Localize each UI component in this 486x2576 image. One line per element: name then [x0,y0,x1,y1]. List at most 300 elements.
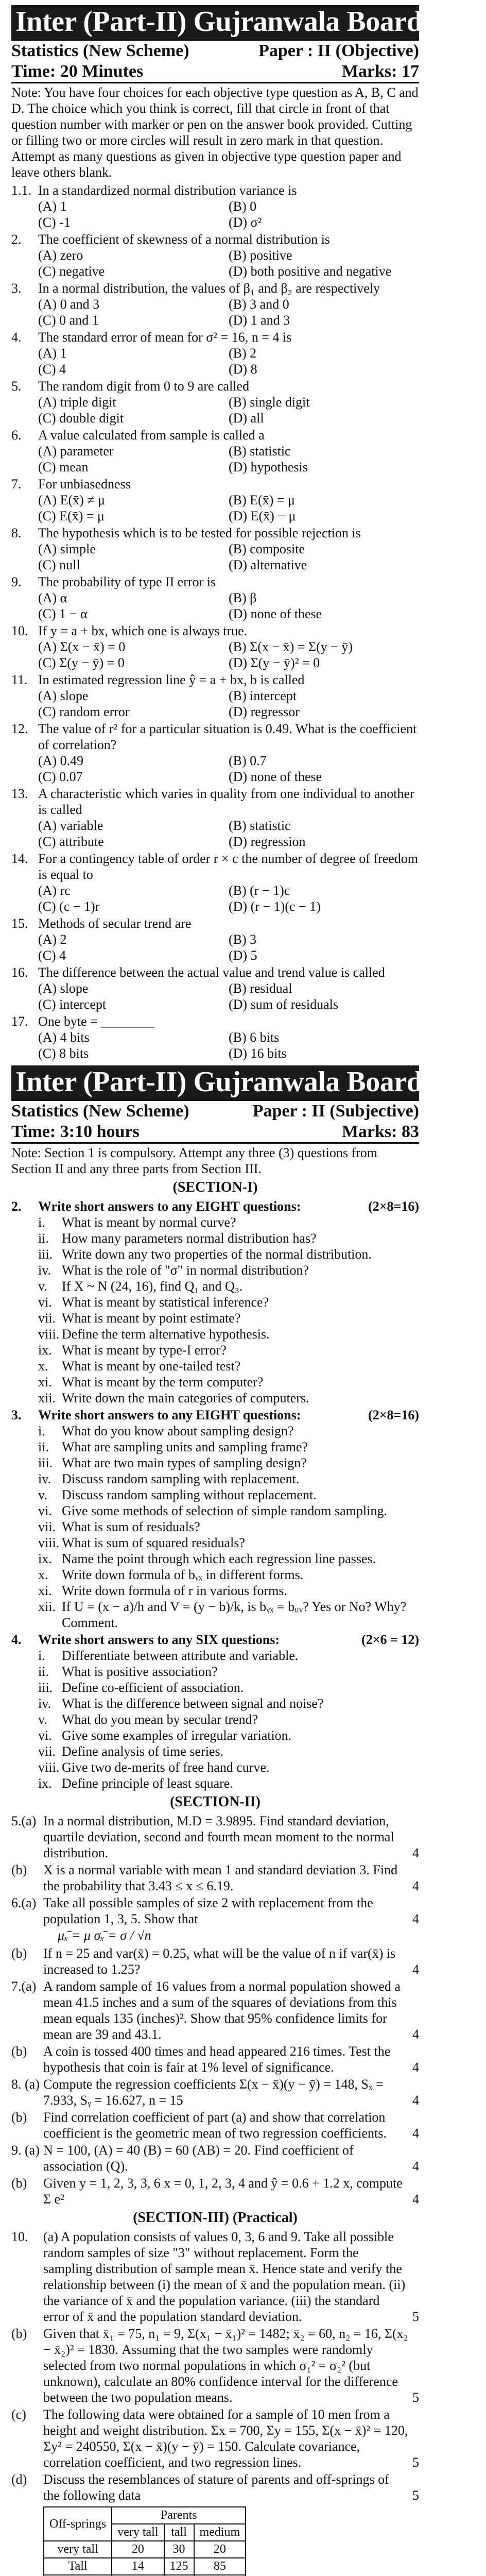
objective-marks: Marks: 17 [341,62,419,81]
mcq-option: (D) regressor [229,704,300,719]
short-question [11,1680,419,1696]
short-question-number: ii. [38,1664,49,1679]
mcq-options [11,883,419,914]
mcq-text: In estimated regression line ŷ = a + bx, b is called [38,672,305,687]
mcq-option: (C) -1 [38,215,71,230]
short-question [11,1664,419,1680]
mcq-text: The coefficient of skewness of a normal distribution is [38,232,331,247]
long-question-number: (b) [11,2044,27,2059]
mcq-text: The standard error of mean for σ² = 16, n = 4 is [38,330,292,345]
short-question-text: Write down any two properties of the normal distribution. [62,1247,372,1262]
long-question [11,2326,419,2405]
mcq-option: (A) slope [38,981,89,996]
question-3-items [11,1423,419,1631]
mcq-option: (A) 0.49 [38,753,84,768]
objective-banner: Inter (Part-II) Gujranwala Board 2014 [11,5,419,39]
short-question-number: i. [38,1648,45,1663]
short-question [11,1262,419,1278]
long-question-text: Compute the regression coefficients Σ(x − x̄)(y − ȳ) = 148, Sₓ = 7.933, Sᵧ = 16.627, n = 15 [43,2077,384,2108]
short-question-text: What is meant by statistical inference? [62,1295,269,1310]
mcq-option: (C) 8 bits [38,1046,89,1061]
mcq-option: (D) hypothesis [229,460,308,474]
mcq-option: (D) sum of residuals [229,997,339,1012]
short-question-text: Define the term alternative hypothesis. [62,1327,270,1342]
mcq-question [11,525,419,541]
mcq-options [11,639,419,671]
mcq-options [11,1029,419,1061]
short-question-number: vi. [38,1295,52,1310]
mcq-number: 2. [11,232,22,247]
short-question-text: Name the point through which each regression line passes. [62,1551,376,1566]
short-question [11,1455,419,1471]
short-question-text: If X ~ N (24, 16), find Q₁ and Q₃. [62,1279,243,1294]
short-question-number: iv. [38,1263,51,1278]
question-2-items [11,1214,419,1406]
short-question-number: vii. [38,1311,56,1326]
formula-6a: μₓ̄ = μ σₓ̄ = σ / √n [58,1928,151,1943]
short-question [11,1519,419,1535]
mcq-question [11,1013,419,1029]
mcq-option: (A) 4 bits [38,1030,90,1045]
long-question [11,1895,419,1927]
short-question-text: What is sum of residuals? [62,1519,200,1534]
question-2-text: Write short answers to any EIGHT questions: [38,1199,301,1214]
long-questions-part-3 [11,2229,419,2503]
mcq-question [11,623,419,639]
mcq-number: 15. [11,916,28,931]
mcq-number: 9. [11,574,22,589]
stature-table-row [44,2558,246,2575]
long-questions-part-1 [11,1813,419,1927]
short-question-number: i. [38,1423,45,1438]
short-question [11,1696,419,1711]
short-question-text: What is meant by the term computer? [62,1375,264,1389]
stature-table [43,2506,246,2576]
short-question-number: viii. [38,1327,60,1342]
long-question-text: Find correlation coefficient of part (a) and show that correlation coefficient is the geometric mean of two regression coefficients. [43,2110,387,2141]
mcq-option: (A) 1 [38,199,67,214]
short-question [11,1759,419,1775]
short-question [11,1246,419,1262]
mcq-number: 11. [11,672,28,687]
short-question-number: iv. [38,1696,51,1711]
stature-table-row [44,2541,246,2558]
question-2-heading [11,1198,419,1214]
mcq-option: (B) 3 [229,932,257,947]
mcq-text: The random digit from 0 to 9 are called [38,379,250,394]
mcq-option: (D) alternative [229,557,307,572]
short-question-number: ix. [38,1551,52,1566]
long-question [11,2142,419,2174]
short-question-text: Define analysis of time series. [62,1744,224,1759]
mcq-text: The value of r² for a particular situation is 0.49. What is the coefficient of correlation? [38,721,417,752]
mcq-number: 8. [11,526,22,540]
short-question-number: ii. [38,1231,49,1246]
long-question-marks: 4 [412,1911,419,1926]
short-question-number: x. [38,1359,48,1374]
long-question-marks: 4 [412,2027,419,2042]
long-question-number: (b) [11,2176,27,2191]
mcq-option: (B) residual [229,981,292,996]
short-question [11,1535,419,1551]
short-question-number: v. [38,1487,47,1502]
mcq-text: In a normal distribution, the values of β₁ and β₂ are respectively [38,281,380,296]
question-4-heading [11,1632,419,1648]
subjective-header-row-2 [11,1122,419,1144]
mcq-option: (D) (r − 1)(c − 1) [229,899,321,914]
mcq-question [11,721,419,753]
short-question [11,1278,419,1294]
mcq-number: 1.1. [11,183,31,198]
mcq-option: (A) zero [38,248,83,263]
short-question-text: What do you mean by secular trend? [62,1712,258,1727]
long-question-text: (a) A population consists of values 0, 3, 6 and 9. Take all possible random samples of size "3" without replacement. Form the sampling distribution of sample mean x̄. Hence state and verify the relationship between (i) the mean of x̄ and the population mean. (ii) the variance of x̄ and the population variance. (iii) the standard error of x̄ and the population standard deviation. [43,2229,406,2324]
long-question-number: (b) [11,1946,27,1961]
long-question-number: 5.(a) [11,1814,37,1828]
mcq-option: (B) 2 [229,346,257,361]
long-question-number: (c) [11,2407,26,2422]
long-question-marks: 4 [412,1962,419,1977]
mcq-option: (C) double digit [38,411,124,426]
mcq-number: 7. [11,477,22,492]
question-2-number: 2. [11,1199,22,1214]
stature-table-cell: 20 [112,2541,164,2558]
question-4-number: 4. [11,1632,22,1647]
mcq-option: (B) intercept [229,688,297,703]
mcq-text: If y = a + bx, which one is always true. [38,623,248,638]
subjective-subject: Statistics (New Scheme) [11,1101,189,1121]
mcq-option: (B) 0 [229,199,257,214]
mcq-option: (C) null [38,557,80,572]
mcq-option: (D) none of these [229,606,322,621]
mcq-question [11,231,419,247]
short-question-number: ix. [38,1776,52,1791]
mcq-question [11,476,419,492]
mcq-option: (D) both positive and negative [229,264,392,279]
mcq-option: (A) parameter [38,444,114,459]
short-question-text: What are two main types of sampling design? [62,1455,307,1470]
mcq-question [11,574,419,590]
mcq-option: (A) Σ(x − x̄) = 0 [38,639,126,654]
mcq-option: (D) σ² [229,215,262,230]
long-question [11,2043,419,2075]
short-question-text: If U = (x − a)/h and V = (y − b)/k, is bᵧₓ = bᵤᵥ? Yes or No? Why? Comment. [62,1599,407,1630]
mcq-question [11,182,419,198]
mcq-option: (C) (c − 1)r [38,899,100,914]
short-question-number: xii. [38,1391,56,1405]
question-3-text: Write short answers to any EIGHT questions: [38,1408,301,1422]
mcq-text: For a contingency table of order r × c the number of degree of freedom is equal to [38,851,419,882]
mcq-option: (A) E(x̄) ≠ μ [38,493,105,507]
short-question-number: ii. [38,1439,49,1454]
mcq-question [11,964,419,980]
mcq-option: (B) composite [229,541,305,556]
long-question-number: (d) [11,2472,27,2487]
mcq-option: (B) 3 and 0 [229,297,289,312]
short-question-text: What is the role of "σ" in normal distribution? [62,1263,309,1278]
stature-table-cell: 14 [112,2558,164,2575]
mcq-question [11,280,419,296]
mcq-text: Methods of secular trend are [38,916,192,931]
long-question-marks: 4 [412,2192,419,2207]
short-question-text: Write down formula of bᵧₓ in different forms. [62,1567,304,1582]
subjective-note: Note: Section 1 is compulsory. Attempt any three (3) questions from Section II and any three parts from Section III. [11,1145,378,1176]
short-question [11,1342,419,1358]
short-question [11,1487,419,1503]
short-question [11,1423,419,1439]
mcq-options [11,345,419,377]
mcq-question [11,851,419,883]
short-question-text: Define co-efficient of association. [62,1680,244,1695]
long-question-text: If n = 25 and var(x̄) = 0.25, what will be the value of n if var(x̄) is increased to 1.25? [43,1946,396,1977]
long-question-number: (b) [11,2110,27,2125]
long-question [11,1945,419,1977]
short-question-text: Give some examples of irregular variation. [62,1728,292,1743]
mcq-option: (C) 4 [38,948,66,963]
stature-table-corner: Off-springs [44,2507,112,2541]
mcq-option: (C) negative [38,264,105,279]
short-question [11,1583,419,1599]
long-question-marks: 4 [412,2159,419,2174]
mcq-option: (D) 5 [229,948,257,963]
short-question [11,1775,419,1791]
short-question-number: vi. [38,1728,52,1743]
long-question-text: The following data were obtained for a sample of 10 men from a height and weight distribution. Σx = 700, Σy = 155, Σ(x − x̄)² = 120, Σy² = 240550, Σ(x − x̄)(y − ȳ) = 150. Calculate covariance, correlation coefficient, and two regression lines. [43,2407,408,2470]
mcq-options [11,753,419,785]
short-question [11,1326,419,1342]
long-question-marks: 4 [412,2060,419,2075]
short-question-number: viii. [38,1535,60,1550]
stature-table-cell: 20 [194,2541,246,2558]
mcq-question [11,329,419,345]
mcq-list [11,182,419,1061]
mcq-number: 17. [11,1014,28,1029]
question-4-marks: (2×6 = 12) [361,1632,419,1647]
short-question-number: vii. [38,1744,56,1759]
short-question [11,1230,419,1246]
mcq-option: (C) random error [38,704,130,719]
long-question-number: 10. [11,2229,28,2244]
short-question-text: What is meant by type-I error? [62,1343,227,1358]
long-question-text: Take all possible samples of size 2 with replacement from the population 1, 3, 5. Show that [43,1895,373,1926]
short-question-number: iii. [38,1680,53,1695]
long-question-text: X is a normal variable with mean 1 and standard deviation 3. Find the probability that 3.43 ≤ x ≤ 6.19. [43,1862,398,1893]
long-question-marks: 5 [412,2455,419,2470]
long-question-marks: 4 [412,2126,419,2141]
question-3-heading [11,1407,419,1423]
mcq-question [11,916,419,931]
subjective-paper: Paper : II (Subjective) [252,1101,419,1121]
short-question [11,1727,419,1743]
short-question-number: viii. [38,1760,60,1775]
question-3-marks: (2×8=16) [368,1408,419,1422]
short-question [11,1358,419,1374]
objective-subject: Statistics (New Scheme) [11,41,189,60]
short-question-number: i. [38,1215,45,1230]
mcq-options [11,492,419,524]
long-question-number: (b) [11,1862,27,1877]
long-question-text: In a normal distribution, M.D = 3.9895. Find standard deviation, quartile deviation, second and fourth mean moment to the normal distribution. [43,1814,394,1860]
mcq-option: (A) 2 [38,932,67,947]
short-question [11,1711,419,1727]
mcq-option: (A) triple digit [38,395,116,410]
mcq-question [11,378,419,394]
long-question-number: 6.(a) [11,1895,37,1910]
mcq-options [11,980,419,1012]
mcq-option: (A) simple [38,541,96,556]
long-question-marks: 4 [412,1845,419,1860]
mcq-option: (B) (r − 1)c [229,883,290,898]
mcq-option: (D) none of these [229,769,322,784]
short-question-text: Discuss random sampling with replacement. [62,1471,300,1486]
mcq-option: (A) α [38,590,67,605]
stature-table-cell: 30 [164,2541,194,2558]
stature-table-col-header: medium [194,2524,246,2541]
long-question-text: Given that x̄₁ = 75, n₁ = 9, Σ(x₁ − x̄₁)² = 1482; x̄₂ = 60, n₂ = 16, Σ(x₂ − x̄₂)² = 1830. Assuming that the two samples were randomly selected from two normal populations in which σ₁² = σ₂² (but unknown), calculate an 80% confidence interval for the difference between the two population means. [43,2326,408,2405]
stature-table-row-label: very tall [44,2541,112,2558]
mcq-options [11,541,419,573]
mcq-option: (C) 4 [38,362,66,377]
objective-paper: Paper : II (Objective) [258,41,419,60]
short-question-number: v. [38,1712,47,1727]
long-question [11,1978,419,2042]
question-2-marks: (2×8=16) [368,1199,419,1214]
stature-table-col-header: tall [164,2524,194,2541]
mcq-option: (C) attribute [38,834,104,849]
mcq-number: 13. [11,786,28,801]
subjective-header-row-1 [11,1099,419,1122]
long-question [11,2109,419,2141]
mcq-option: (C) 1 − α [38,606,88,621]
long-question-text: Given y = 1, 2, 3, 3, 6 x = 0, 1, 2, 3, 4 and ŷ = 0.6 + 1.2 x, compute Σ e² [43,2176,403,2207]
mcq-options [11,931,419,963]
mcq-option: (D) E(x̄) − μ [229,509,296,523]
short-question-number: xi. [38,1583,52,1598]
mcq-option: (A) slope [38,688,89,703]
mcq-text: A characteristic which varies in quality from one individual to another is called [38,786,414,817]
short-question-number: iii. [38,1247,53,1262]
short-question [11,1374,419,1390]
long-question-number: 9. (a) [11,2143,40,2158]
mcq-option: (D) 16 bits [229,1046,287,1061]
objective-time: Time: 20 Minutes [11,62,144,81]
long-question-marks: 4 [412,1878,419,1893]
mcq-text: The probability of type II error is [38,574,216,589]
short-question [11,1214,419,1230]
short-question [11,1567,419,1583]
mcq-options [11,247,419,279]
long-question [11,1813,419,1861]
mcq-number: 5. [11,379,22,394]
mcq-options [11,296,419,328]
stature-table-row-label: Tall [44,2558,112,2575]
mcq-option: (B) 0.7 [229,753,267,768]
short-question-text: How many parameters normal distribution has? [62,1231,317,1246]
short-question [11,1743,419,1759]
mcq-number: 16. [11,965,28,980]
long-questions-part-2 [11,1945,419,2207]
long-question-marks: 4 [412,2093,419,2108]
short-question-text: What is meant by one-tailed test? [62,1359,241,1374]
mcq-option: (D) 1 and 3 [229,313,290,328]
long-question-marks: 5 [412,2488,419,2503]
mcq-option: (B) β [229,590,257,605]
short-question-number: vii. [38,1519,56,1534]
short-question-text: Define principle of least square. [62,1776,233,1791]
mcq-options [11,198,419,230]
short-question-number: xi. [38,1375,52,1389]
objective-header-row-2 [11,61,419,83]
mcq-option: (C) intercept [38,997,107,1012]
short-question-number: iii. [38,1455,53,1470]
mcq-option: (D) 8 [229,362,257,377]
long-question [11,2076,419,2108]
short-question-number: vi. [38,1503,52,1518]
short-question-text: Give some methods of selection of simple random sampling. [62,1503,387,1518]
stature-table-cell: 85 [194,2558,246,2575]
mcq-option: (B) E(x̄) = μ [229,493,295,507]
long-question-number: 7.(a) [11,1979,37,1994]
mcq-options [11,590,419,622]
short-question-text: Give two de-merits of free hand curve. [62,1760,270,1775]
short-question-text: Differentiate between attribute and variable. [62,1648,299,1663]
mcq-question [11,672,419,688]
mcq-option: (B) Σ(x − x̄) = Σ(y − ȳ) [229,639,353,654]
mcq-options [11,818,419,850]
short-question-text: Write down the main categories of computers. [62,1391,309,1405]
mcq-option: (A) 1 [38,346,67,361]
question-3-number: 3. [11,1408,22,1422]
long-question-text: N = 100, (A) = 40 (B) = 60 (AB) = 20. Find coefficient of association (Q). [43,2143,354,2174]
mcq-option: (D) regression [229,834,306,849]
short-question-text: What is meant by point estimate? [62,1311,241,1326]
short-question-text: Write down formula of r in various forms. [62,1583,287,1598]
mcq-option: (C) mean [38,460,89,474]
long-question [11,2406,419,2470]
section-1-heading: (SECTION-I) [172,1179,258,1195]
long-question [11,1862,419,1894]
short-question [11,1439,419,1455]
long-question-text: Discuss the resemblances of stature of parents and off-springs of the following data [43,2472,389,2503]
objective-header-row-1 [11,39,419,61]
short-question-number: iv. [38,1471,51,1486]
short-question [11,1648,419,1664]
section-3-heading: (SECTION-III) (Practical) [133,2210,298,2226]
long-question [11,2175,419,2207]
mcq-text: The difference between the actual value and trend value is called [38,965,385,980]
mcq-number: 12. [11,721,28,736]
mcq-number: 6. [11,428,22,443]
short-question-number: xii. [38,1599,56,1614]
question-4-items [11,1648,419,1791]
mcq-option: (B) statistic [229,818,291,833]
mcq-option: (B) positive [229,248,292,263]
short-question-text: What do you know about sampling design? [62,1423,294,1438]
stature-table-cell: 125 [164,2558,194,2575]
mcq-option: (C) E(x̄) = μ [38,509,105,523]
short-question-number: x. [38,1567,48,1582]
mcq-option: (A) 0 and 3 [38,297,100,312]
long-question-number: (b) [11,2326,27,2341]
mcq-text: The hypothesis which is to be tested for possible rejection is [38,526,361,540]
mcq-option: (D) Σ(y − ȳ)² = 0 [229,655,320,670]
mcq-text: In a standardized normal distribution variance is [38,183,297,198]
short-question-number: v. [38,1279,47,1294]
long-question-text: A coin is tossed 400 times and head appeared 216 times. Test the hypothesis that coin is fair at 1% level of significance. [43,2044,391,2075]
stature-table-col-header: very tall [112,2524,164,2541]
subjective-marks: Marks: 83 [341,1122,419,1141]
mcq-options [11,443,419,475]
